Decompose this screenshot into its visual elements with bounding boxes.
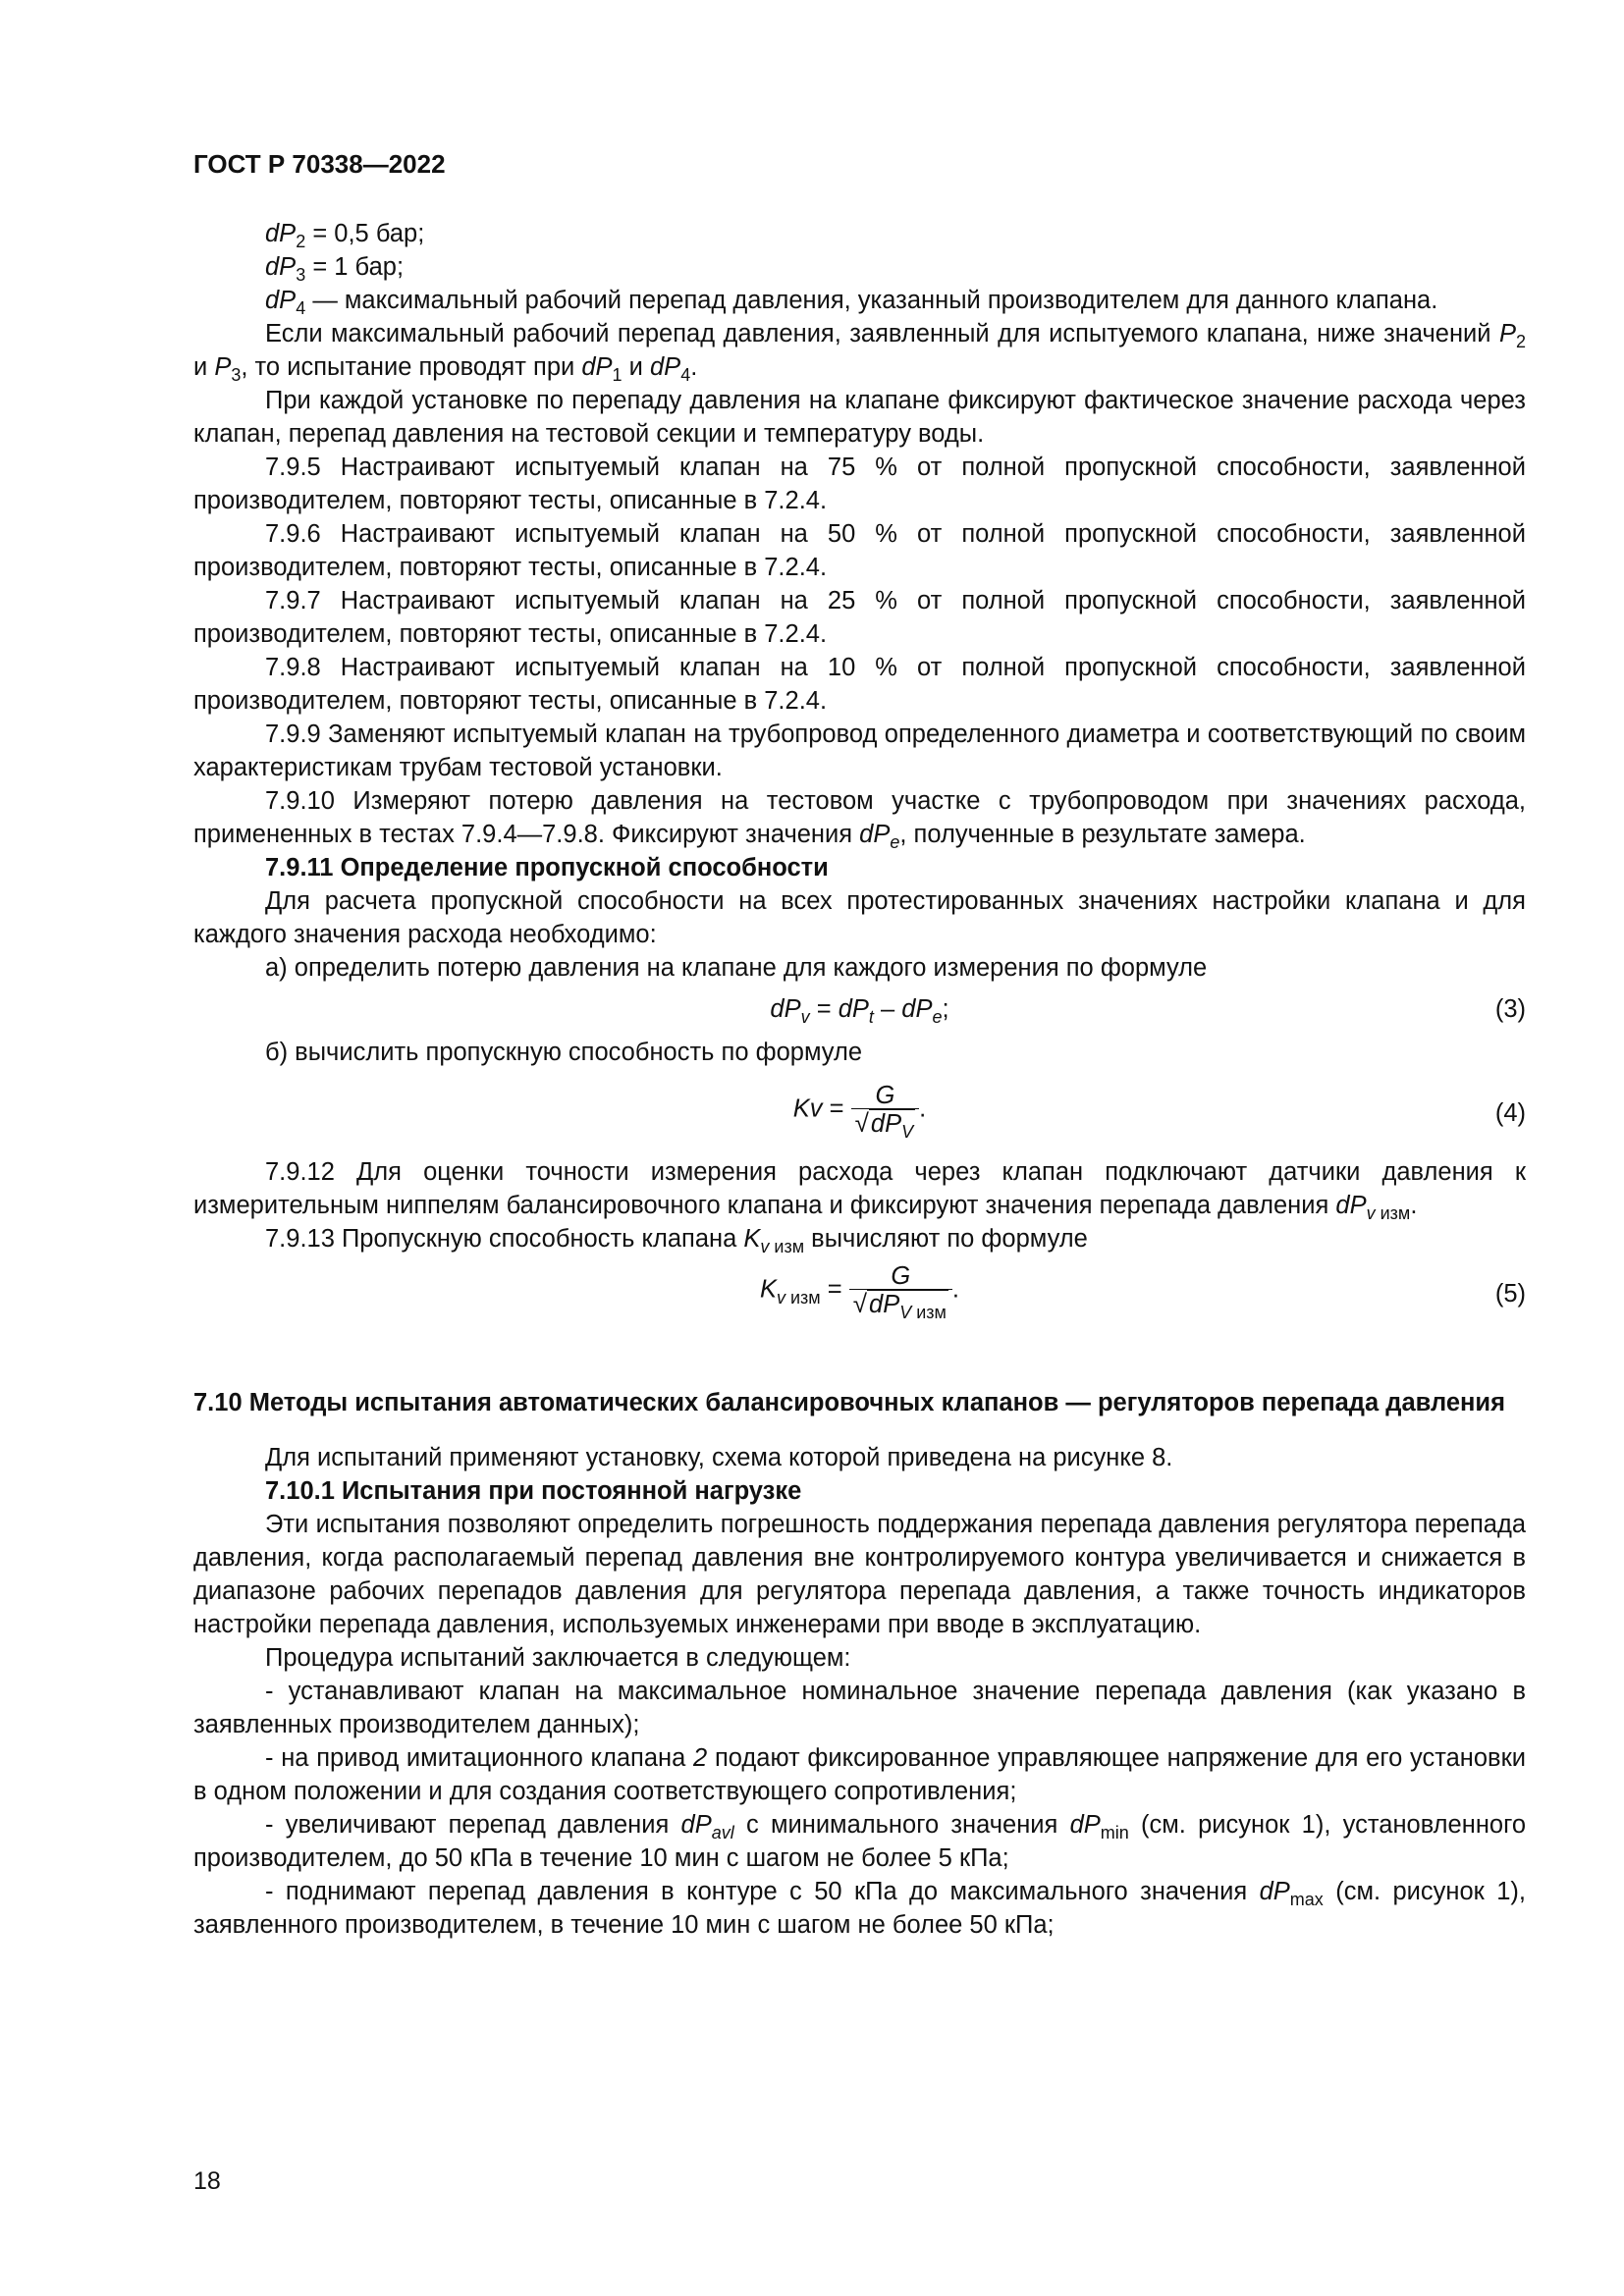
clause-7-9-11-text: Для расчета пропускной способности на всех протестированных значениях настройки клапана и для каждого значения расхода необходимо: [193, 887, 1526, 948]
paragraph-7-10-1: Эти испытания позволяют определить погрешность поддержания перепада давления регулятора перепада давления, когда располагаемый перепад давления вне контролируемого контура увеличивается и снижается в диапазоне рабочих перепадов давления для регулятора перепада давления, а также точность индикаторов настройки перепада давления, используемых инженерами при вводе в эксплуатацию. [193, 1511, 1526, 1638]
clause-7-9-10: 7.9.10 Измеряют потерю давления на тестовом участке с трубопроводом при значениях расхода, примененных в тестах 7.9.4—7.9.8. Фиксируют значения $dP_e$, полученные в результате замера. [193, 787, 1526, 853]
paragraph-7-10: Для испытаний применяют установку, схема которой приведена на рисунке 8. [265, 1444, 1173, 1471]
equation-3-formula: $dP_v = dP_t - dP_e$; [770, 995, 949, 1028]
clause-7-9-12: 7.9.12 Для оценки точности измерения расхода через клапан подключают датчики давления к измерительным ниппелям балансировочного клапана и фиксируют значения перепада давления $dP_{v изм}$. [193, 1158, 1526, 1224]
list-item-2: - на привод имитационного клапана 2 подают фиксированное управляющее напряжение для его установки в одном положении и для создания соответствующего сопротивления; [193, 1744, 1526, 1805]
item-b: б) вычислить пропускную способность по формуле [265, 1039, 863, 1066]
clause-7-9-5: 7.9.5 Настраивают испытуемый клапан на 75 % от полной пропускной способности, заявленной производителем, повторяют тесты, описанные в 7.2.4. [193, 454, 1526, 514]
equation-3 [193, 985, 1526, 1036]
heading-7-10-1: 7.10.1 Испытания при постоянной нагрузке [265, 1477, 802, 1505]
clause-7-9-9: 7.9.9 Заменяют испытуемый клапан на трубопровод определенного диаметра и соответствующий по своим характеристикам трубам тестовой установки. [193, 721, 1526, 781]
dp3-line: $dP_3 = 1$ бар; [265, 253, 405, 286]
equation-5-formula: $K_{v изм}$ = $\frac{G}{√dP_{V изм}}$ . [759, 1262, 960, 1323]
dp2-line: $dP_2 = 0,5$ бар; [265, 220, 425, 252]
dp4-line: $dP_4$ — максимальный рабочий перепад давления, указанный производителем для данного клапана. [265, 287, 1438, 319]
list-item-1: - устанавливают клапан на максимальное номинальное значение перепада давления (как указано в заявленных производителем данных); [193, 1678, 1526, 1738]
heading-7-9-11: 7.9.11 Определение пропускной способности [265, 854, 829, 881]
equation-5 [193, 1255, 1526, 1342]
clause-7-9-7: 7.9.7 Настраивают испытуемый клапан на 25 % от полной пропускной способности, заявленной производителем, повторяют тесты, описанные в 7.2.4. [193, 587, 1526, 648]
equation-5-number: (5) [1494, 1280, 1526, 1308]
equation-4-number: (4) [1494, 1099, 1526, 1127]
section-7-10-heading: 7.10 Методы испытания автоматических балансировочных клапанов — регуляторов перепада давления [193, 1389, 1505, 1416]
equation-4-formula: Kv = $\frac{G}{√dP_V}$ . [792, 1082, 927, 1143]
list-item-3: - увеличивают перепад давления $dP_{avl}$ с минимального значения $dP_{min}$ (см. рисунок 1), установленного производителем, до 50 кПа в течение 10 мин с шагом не более 5 кПа; [193, 1811, 1527, 1872]
paragraph-procedure: Процедура испытаний заключается в следующем: [265, 1644, 851, 1672]
standard-header: ГОСТ Р 70338—2022 [193, 149, 446, 179]
clause-7-9-13: 7.9.13 Пропускную способность клапана $K_{v изм}$ вычисляют по формуле [265, 1225, 1088, 1257]
equation-3-number: (3) [1494, 995, 1526, 1023]
paragraph-if-below: Если максимальный рабочий перепад давления, заявленный для испытуемого клапана, ниже значений $P_2$ и $P_3$, то испытание проводят при $dP_1$ и $dP_4$. [193, 320, 1526, 386]
paragraph-each-setting: При каждой установке по перепаду давления на клапане фиксируют фактическое значение расхода через клапан, перепад давления на тестовой секции и температуру воды. [193, 387, 1526, 448]
clause-7-9-6: 7.9.6 Настраивают испытуемый клапан на 50 % от полной пропускной способности, заявленной производителем, повторяют тесты, описанные в 7.2.4. [193, 520, 1526, 581]
page-number: 18 [193, 2167, 221, 2195]
equation-4 [193, 1069, 1526, 1155]
item-a: а) определить потерю давления на клапане для каждого измерения по формуле [265, 954, 1208, 982]
clause-7-9-8: 7.9.8 Настраивают испытуемый клапан на 10 % от полной пропускной способности, заявленной производителем, повторяют тесты, описанные в 7.2.4. [193, 654, 1526, 715]
list-item-4: - поднимают перепад давления в контуре с 50 кПа до максимального значения $dP_{max}$ (см. рисунок 1), заявленного производителем, в течение 10 мин с шагом не более 50 кПа; [193, 1878, 1527, 1939]
